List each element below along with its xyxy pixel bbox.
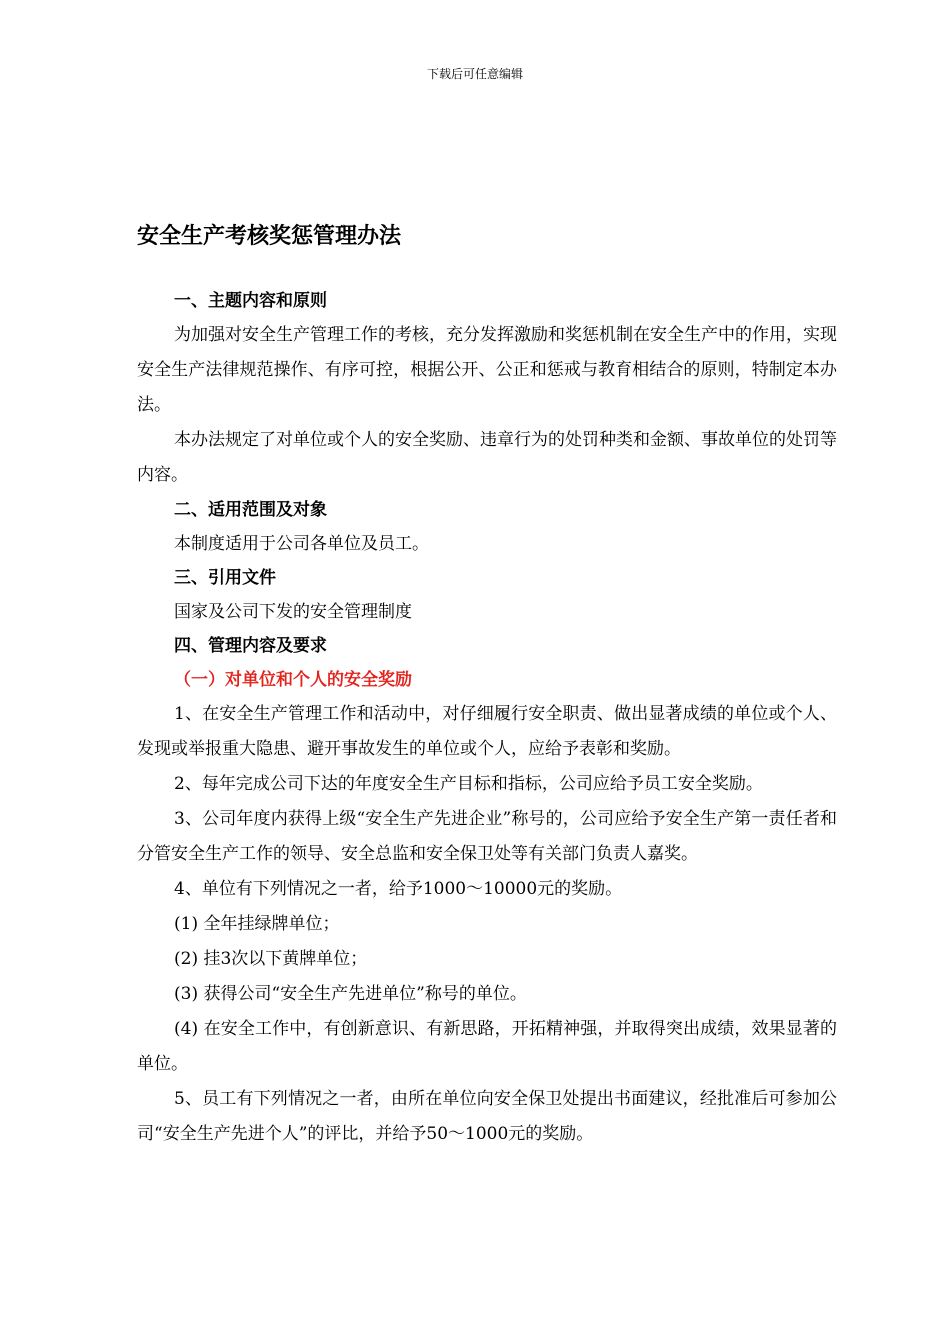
- section-1-paragraph-1: 为加强对安全生产管理工作的考核，充分发挥激励和奖惩机制在安全生产中的作用，实现安全生产法律规范操作、有序可控，根据公开、公正和惩戒与教育相结合的原则，特制定本办法。: [137, 325, 837, 415]
- list-item-4: 4、单位有下列情况之一者，给予1000～10000元的奖励。: [174, 879, 623, 899]
- section-1-heading: 一、主题内容和原则: [174, 291, 327, 311]
- list-item-4-sub-3: (3) 获得公司“安全生产先进单位”称号的单位。: [174, 984, 527, 1004]
- list-item-4-sub-4: (4) 在安全工作中，有创新意识、有新思路，开拓精神强，并取得突出成绩，效果显著的单位。: [137, 1019, 837, 1074]
- section-3-heading: 三、引用文件: [174, 568, 276, 588]
- list-item-3: 3、公司年度内获得上级“安全生产先进企业”称号的，公司应给予安全生产第一责任者和分管安全生产工作的领导、安全总监和安全保卫处等有关部门负责人嘉奖。: [137, 809, 837, 864]
- list-item-4-sub-2: (2) 挂3次以下黄牌单位；: [174, 949, 368, 969]
- list-item-2: 2、每年完成公司下达的年度安全生产目标和指标，公司应给予员工安全奖励。: [174, 774, 763, 794]
- list-item-1: 1、在安全生产管理工作和活动中，对仔细履行安全职责、做出显著成绩的单位或个人、发现或举报重大隐患、避开事故发生的单位或个人，应给予表彰和奖励。: [137, 704, 837, 759]
- list-item-5: 5、员工有下列情况之一者，由所在单位向安全保卫处提出书面建议，经批准后可参加公司“安全生产先进个人”的评比，并给予50～1000元的奖励。: [137, 1089, 837, 1144]
- section-2-heading: 二、适用范围及对象: [174, 500, 327, 520]
- section-2-paragraph: 本制度适用于公司各单位及员工。: [174, 534, 429, 554]
- section-4-heading: 四、管理内容及要求: [174, 636, 327, 656]
- document-body: [137, 220, 837, 1152]
- section-4-subheading-1: （一）对单位和个人的安全奖励: [174, 670, 412, 690]
- list-item-4-sub-1: (1) 全年挂绿牌单位；: [174, 914, 340, 934]
- section-3-paragraph: 国家及公司下发的安全管理制度: [174, 602, 412, 622]
- header-note: 下载后可任意编辑: [426, 67, 523, 81]
- document-title: 安全生产考核奖惩管理办法: [137, 224, 402, 249]
- section-1-paragraph-2: 本办法规定了对单位或个人的安全奖励、违章行为的处罚种类和金额、事故单位的处罚等内容。: [137, 430, 837, 485]
